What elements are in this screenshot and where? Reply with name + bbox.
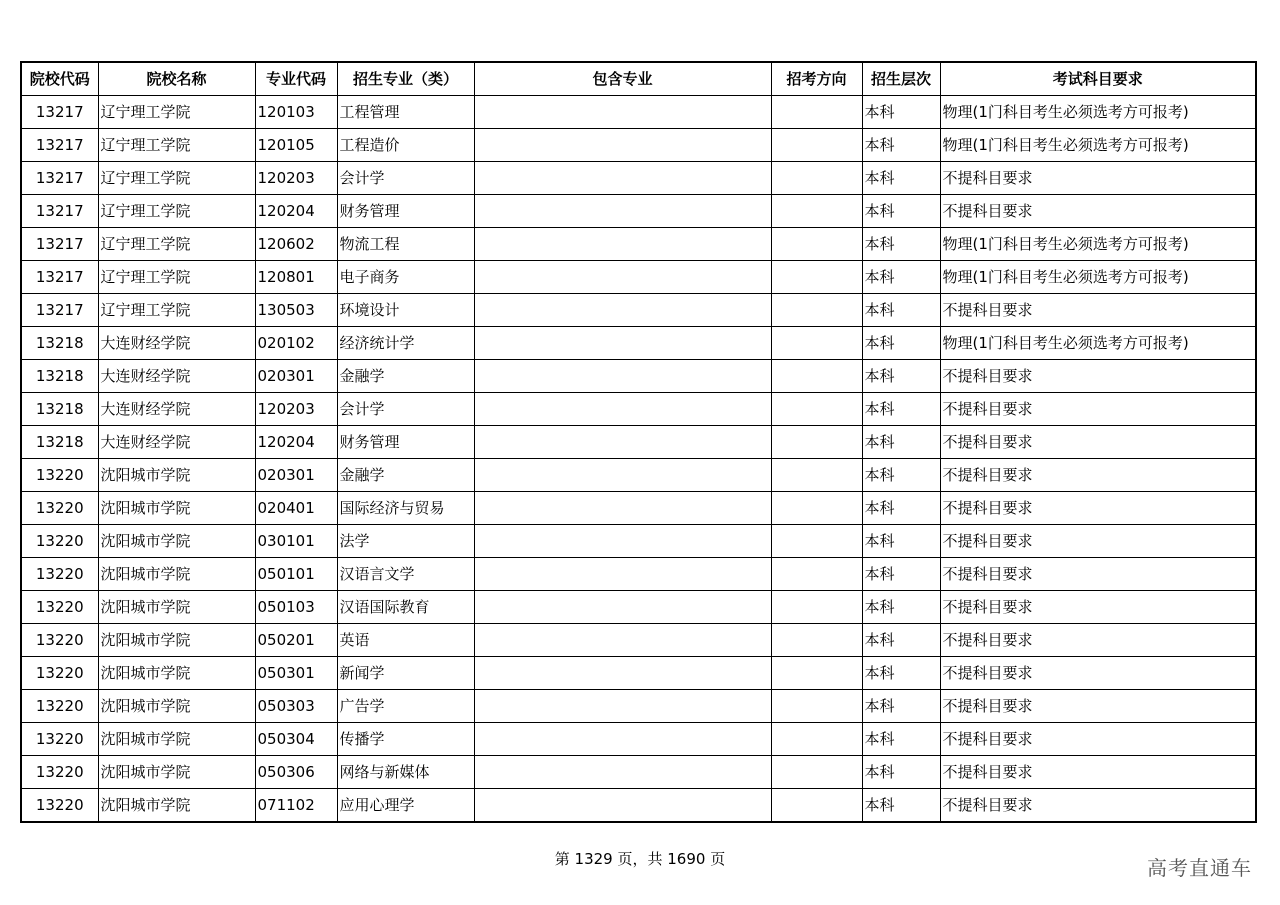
cell-exam-direction: [771, 129, 862, 162]
cell-major-code: 120103: [255, 96, 337, 129]
table-row: [21, 525, 1256, 558]
cell-school-name: 大连财经学院: [98, 393, 255, 426]
cell-included-majors: [474, 657, 771, 690]
cell-exam-direction: [771, 624, 862, 657]
cell-exam-direction: [771, 690, 862, 723]
cell-major-code: 120204: [255, 195, 337, 228]
cell-included-majors: [474, 393, 771, 426]
cell-school-name: 大连财经学院: [98, 327, 255, 360]
cell-exam-direction: [771, 591, 862, 624]
cell-major-name: 汉语言文学: [337, 558, 474, 591]
table-row: [21, 96, 1256, 129]
cell-included-majors: [474, 96, 771, 129]
cell-subject-requirement: 不提科目要求: [940, 492, 1256, 525]
cell-school-name: 辽宁理工学院: [98, 261, 255, 294]
cell-school-code: 13217: [21, 228, 98, 261]
cell-major-name: 环境设计: [337, 294, 474, 327]
cell-school-code: 13220: [21, 789, 98, 823]
cell-included-majors: [474, 327, 771, 360]
table-row: [21, 690, 1256, 723]
header-major-name: 招生专业（类）: [337, 62, 474, 96]
cell-subject-requirement: 不提科目要求: [940, 756, 1256, 789]
cell-major-name: 经济统计学: [337, 327, 474, 360]
cell-major-name: 金融学: [337, 459, 474, 492]
cell-included-majors: [474, 756, 771, 789]
cell-level: 本科: [862, 756, 940, 789]
cell-school-code: 13217: [21, 96, 98, 129]
cell-school-name: 辽宁理工学院: [98, 129, 255, 162]
cell-level: 本科: [862, 393, 940, 426]
cell-subject-requirement: 不提科目要求: [940, 591, 1256, 624]
cell-school-name: 沈阳城市学院: [98, 624, 255, 657]
table-row: [21, 723, 1256, 756]
cell-level: 本科: [862, 591, 940, 624]
cell-level: 本科: [862, 690, 940, 723]
cell-school-code: 13220: [21, 723, 98, 756]
table-row: [21, 261, 1256, 294]
cell-exam-direction: [771, 393, 862, 426]
cell-school-code: 13220: [21, 525, 98, 558]
cell-exam-direction: [771, 426, 862, 459]
table-body: [21, 96, 1256, 823]
cell-exam-direction: [771, 261, 862, 294]
cell-included-majors: [474, 690, 771, 723]
cell-level: 本科: [862, 723, 940, 756]
cell-subject-requirement: 不提科目要求: [940, 459, 1256, 492]
cell-included-majors: [474, 294, 771, 327]
cell-major-name: 传播学: [337, 723, 474, 756]
cell-major-code: 020102: [255, 327, 337, 360]
cell-level: 本科: [862, 96, 940, 129]
table-header-row: [21, 62, 1256, 96]
cell-school-code: 13217: [21, 162, 98, 195]
cell-included-majors: [474, 459, 771, 492]
cell-major-code: 071102: [255, 789, 337, 823]
cell-included-majors: [474, 624, 771, 657]
cell-major-code: 050306: [255, 756, 337, 789]
header-subject-requirement: 考试科目要求: [940, 62, 1256, 96]
cell-school-name: 沈阳城市学院: [98, 690, 255, 723]
cell-included-majors: [474, 591, 771, 624]
cell-level: 本科: [862, 129, 940, 162]
cell-school-code: 13220: [21, 459, 98, 492]
cell-included-majors: [474, 789, 771, 823]
cell-exam-direction: [771, 228, 862, 261]
cell-exam-direction: [771, 657, 862, 690]
cell-level: 本科: [862, 525, 940, 558]
cell-major-code: 020301: [255, 459, 337, 492]
cell-level: 本科: [862, 162, 940, 195]
cell-major-code: 050303: [255, 690, 337, 723]
header-included-majors: 包含专业: [474, 62, 771, 96]
cell-major-name: 会计学: [337, 393, 474, 426]
cell-included-majors: [474, 261, 771, 294]
cell-major-code: 120203: [255, 393, 337, 426]
cell-major-name: 汉语国际教育: [337, 591, 474, 624]
cell-major-code: 120801: [255, 261, 337, 294]
header-major-code: 专业代码: [255, 62, 337, 96]
cell-school-code: 13220: [21, 558, 98, 591]
cell-school-code: 13218: [21, 393, 98, 426]
cell-school-code: 13220: [21, 492, 98, 525]
cell-major-code: 120204: [255, 426, 337, 459]
cell-school-code: 13217: [21, 129, 98, 162]
cell-school-name: 沈阳城市学院: [98, 723, 255, 756]
header-school-code: 院校代码: [21, 62, 98, 96]
cell-subject-requirement: 不提科目要求: [940, 690, 1256, 723]
cell-subject-requirement: 物理(1门科目考生必须选考方可报考): [940, 96, 1256, 129]
cell-major-name: 财务管理: [337, 195, 474, 228]
table-row: [21, 195, 1256, 228]
cell-school-name: 沈阳城市学院: [98, 558, 255, 591]
cell-subject-requirement: 不提科目要求: [940, 657, 1256, 690]
cell-major-code: 030101: [255, 525, 337, 558]
cell-school-name: 大连财经学院: [98, 360, 255, 393]
cell-school-name: 辽宁理工学院: [98, 195, 255, 228]
page-number: 第 1329 页，共 1690 页: [554, 850, 726, 868]
cell-major-code: 130503: [255, 294, 337, 327]
cell-school-code: 13220: [21, 591, 98, 624]
cell-school-code: 13217: [21, 195, 98, 228]
cell-school-code: 13217: [21, 294, 98, 327]
cell-exam-direction: [771, 96, 862, 129]
table-row: [21, 129, 1256, 162]
cell-major-name: 应用心理学: [337, 789, 474, 823]
cell-included-majors: [474, 525, 771, 558]
cell-major-name: 网络与新媒体: [337, 756, 474, 789]
cell-subject-requirement: 不提科目要求: [940, 723, 1256, 756]
cell-subject-requirement: 物理(1门科目考生必须选考方可报考): [940, 327, 1256, 360]
cell-major-name: 工程造价: [337, 129, 474, 162]
admissions-table: [20, 61, 1257, 823]
cell-school-name: 沈阳城市学院: [98, 525, 255, 558]
cell-level: 本科: [862, 624, 940, 657]
cell-level: 本科: [862, 228, 940, 261]
cell-major-code: 050304: [255, 723, 337, 756]
cell-school-name: 沈阳城市学院: [98, 459, 255, 492]
cell-school-name: 沈阳城市学院: [98, 789, 255, 823]
cell-school-name: 辽宁理工学院: [98, 162, 255, 195]
cell-major-code: 050103: [255, 591, 337, 624]
table-row: [21, 492, 1256, 525]
table-row: [21, 789, 1256, 823]
cell-exam-direction: [771, 723, 862, 756]
cell-level: 本科: [862, 492, 940, 525]
cell-school-code: 13218: [21, 426, 98, 459]
cell-exam-direction: [771, 327, 862, 360]
cell-subject-requirement: 物理(1门科目考生必须选考方可报考): [940, 228, 1256, 261]
header-school-name: 院校名称: [98, 62, 255, 96]
cell-major-name: 金融学: [337, 360, 474, 393]
cell-major-code: 120602: [255, 228, 337, 261]
cell-school-name: 沈阳城市学院: [98, 591, 255, 624]
cell-major-code: 120105: [255, 129, 337, 162]
table-row: [21, 624, 1256, 657]
cell-school-code: 13217: [21, 261, 98, 294]
cell-level: 本科: [862, 360, 940, 393]
cell-included-majors: [474, 360, 771, 393]
cell-included-majors: [474, 129, 771, 162]
cell-major-code: 120203: [255, 162, 337, 195]
table-row: [21, 228, 1256, 261]
cell-level: 本科: [862, 261, 940, 294]
cell-subject-requirement: 不提科目要求: [940, 360, 1256, 393]
cell-level: 本科: [862, 426, 940, 459]
table-row: [21, 162, 1256, 195]
cell-level: 本科: [862, 459, 940, 492]
cell-exam-direction: [771, 195, 862, 228]
cell-school-code: 13220: [21, 657, 98, 690]
cell-major-name: 广告学: [337, 690, 474, 723]
cell-subject-requirement: 不提科目要求: [940, 624, 1256, 657]
cell-included-majors: [474, 195, 771, 228]
cell-school-name: 辽宁理工学院: [98, 294, 255, 327]
cell-exam-direction: [771, 459, 862, 492]
cell-subject-requirement: 不提科目要求: [940, 195, 1256, 228]
cell-level: 本科: [862, 558, 940, 591]
cell-subject-requirement: 不提科目要求: [940, 294, 1256, 327]
cell-included-majors: [474, 426, 771, 459]
cell-level: 本科: [862, 657, 940, 690]
table-row: [21, 558, 1256, 591]
cell-major-name: 新闻学: [337, 657, 474, 690]
cell-subject-requirement: 物理(1门科目考生必须选考方可报考): [940, 261, 1256, 294]
table-row: [21, 459, 1256, 492]
header-exam-direction: 招考方向: [771, 62, 862, 96]
cell-included-majors: [474, 723, 771, 756]
cell-exam-direction: [771, 756, 862, 789]
cell-subject-requirement: 不提科目要求: [940, 558, 1256, 591]
cell-major-code: 050301: [255, 657, 337, 690]
cell-school-code: 13218: [21, 327, 98, 360]
cell-included-majors: [474, 228, 771, 261]
cell-school-code: 13218: [21, 360, 98, 393]
cell-major-code: 050201: [255, 624, 337, 657]
watermark-text: 高考直通车: [1147, 856, 1252, 880]
table-row: [21, 327, 1256, 360]
cell-exam-direction: [771, 525, 862, 558]
cell-level: 本科: [862, 327, 940, 360]
cell-major-name: 工程管理: [337, 96, 474, 129]
cell-included-majors: [474, 558, 771, 591]
table-row: [21, 426, 1256, 459]
cell-exam-direction: [771, 789, 862, 823]
cell-major-code: 020401: [255, 492, 337, 525]
cell-subject-requirement: 不提科目要求: [940, 426, 1256, 459]
table-row: [21, 657, 1256, 690]
cell-major-name: 法学: [337, 525, 474, 558]
table-row: [21, 591, 1256, 624]
cell-school-name: 沈阳城市学院: [98, 756, 255, 789]
cell-major-name: 英语: [337, 624, 474, 657]
cell-level: 本科: [862, 294, 940, 327]
cell-school-name: 沈阳城市学院: [98, 492, 255, 525]
cell-school-code: 13220: [21, 690, 98, 723]
cell-school-name: 大连财经学院: [98, 426, 255, 459]
cell-subject-requirement: 不提科目要求: [940, 525, 1256, 558]
cell-subject-requirement: 不提科目要求: [940, 789, 1256, 823]
cell-school-name: 沈阳城市学院: [98, 657, 255, 690]
cell-school-code: 13220: [21, 624, 98, 657]
cell-exam-direction: [771, 558, 862, 591]
cell-school-code: 13220: [21, 756, 98, 789]
table-row: [21, 360, 1256, 393]
cell-major-code: 020301: [255, 360, 337, 393]
cell-major-name: 物流工程: [337, 228, 474, 261]
cell-subject-requirement: 不提科目要求: [940, 393, 1256, 426]
cell-included-majors: [474, 492, 771, 525]
table-row: [21, 294, 1256, 327]
cell-major-name: 会计学: [337, 162, 474, 195]
cell-exam-direction: [771, 162, 862, 195]
cell-level: 本科: [862, 195, 940, 228]
cell-major-name: 电子商务: [337, 261, 474, 294]
cell-major-name: 国际经济与贸易: [337, 492, 474, 525]
cell-exam-direction: [771, 360, 862, 393]
header-level: 招生层次: [862, 62, 940, 96]
cell-exam-direction: [771, 492, 862, 525]
cell-subject-requirement: 不提科目要求: [940, 162, 1256, 195]
cell-school-name: 辽宁理工学院: [98, 96, 255, 129]
cell-exam-direction: [771, 294, 862, 327]
table-row: [21, 393, 1256, 426]
cell-level: 本科: [862, 789, 940, 823]
cell-major-name: 财务管理: [337, 426, 474, 459]
cell-included-majors: [474, 162, 771, 195]
table-row: [21, 756, 1256, 789]
cell-school-name: 辽宁理工学院: [98, 228, 255, 261]
cell-major-code: 050101: [255, 558, 337, 591]
cell-subject-requirement: 物理(1门科目考生必须选考方可报考): [940, 129, 1256, 162]
